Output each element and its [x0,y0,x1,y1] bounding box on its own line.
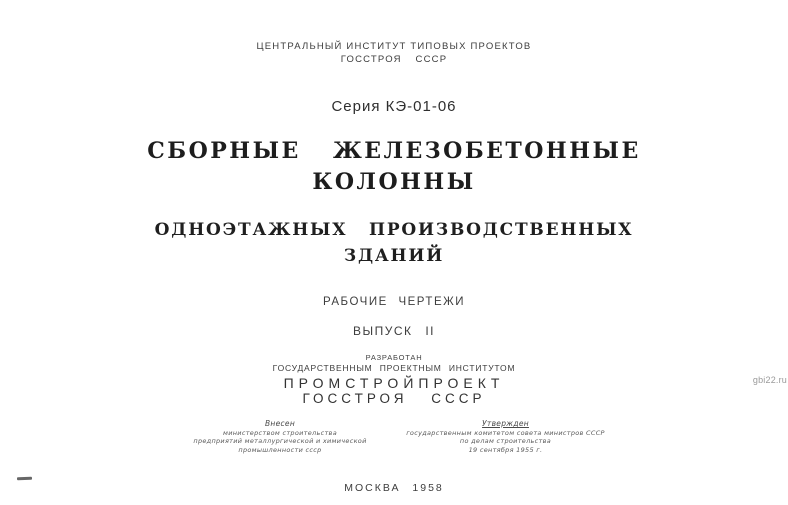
document-title [0,136,788,198]
submitted-line: министерством строительства [223,428,337,437]
developed-by-label: РАЗРАБОТАН [365,353,423,362]
approved-date: 19 сентября 1955 г. [468,445,543,454]
submitted-line: предприятий металлургической и химической [193,437,367,445]
approved-by-block [388,420,623,454]
approved-heading: Утвержден [482,419,529,428]
document-subtitle-line1: ОДНОЭТАЖНЫХ ПРОИЗВОДСТВЕННЫХ [154,220,634,240]
approved-line: государственным комитетом совета министров СССР [406,428,605,437]
series-designation: Серия КЭ-01-06 [331,98,457,115]
document-subtitle [0,217,788,269]
developer-parent-org: ГОССТРОЯ СССР [302,391,486,406]
submitted-heading: Внесен [264,419,296,428]
document-subtitle-line2: ЗДАНИЙ [343,246,445,266]
issuing-institute-block [0,41,788,66]
watermark-text: gbi22.ru [752,375,787,385]
developer-block [0,352,788,406]
scan-artifact-mark [17,477,32,480]
institute-parent-org: ГОССТРОЯ СССР [340,53,448,65]
approved-line: по делам строительства [459,437,552,445]
document-type: РАБОЧИЕ ЧЕРТЕЖИ [322,296,466,308]
developer-name: ПРОМСТРОЙПРОЕКТ [283,375,505,391]
institute-name: ЦЕНТРАЛЬНЫЙ ИНСТИТУТ ТИПОВЫХ ПРОЕКТОВ [256,41,532,52]
imprint-city-year: МОСКВА 1958 [344,482,444,494]
document-title-line2: КОЛОННЫ [312,169,476,195]
issue-number: ВЫПУСК II [352,324,436,338]
submitted-by-block [155,420,405,454]
submitted-line: промышленности ссср [238,445,322,454]
document-title-line1: СБОРНЫЕ ЖЕЛЕЗОБЕТОННЫЕ [147,138,641,164]
developer-institute: ГОСУДАРСТВЕННЫМ ПРОЕКТНЫМ ИНСТИТУТОМ [272,363,516,373]
